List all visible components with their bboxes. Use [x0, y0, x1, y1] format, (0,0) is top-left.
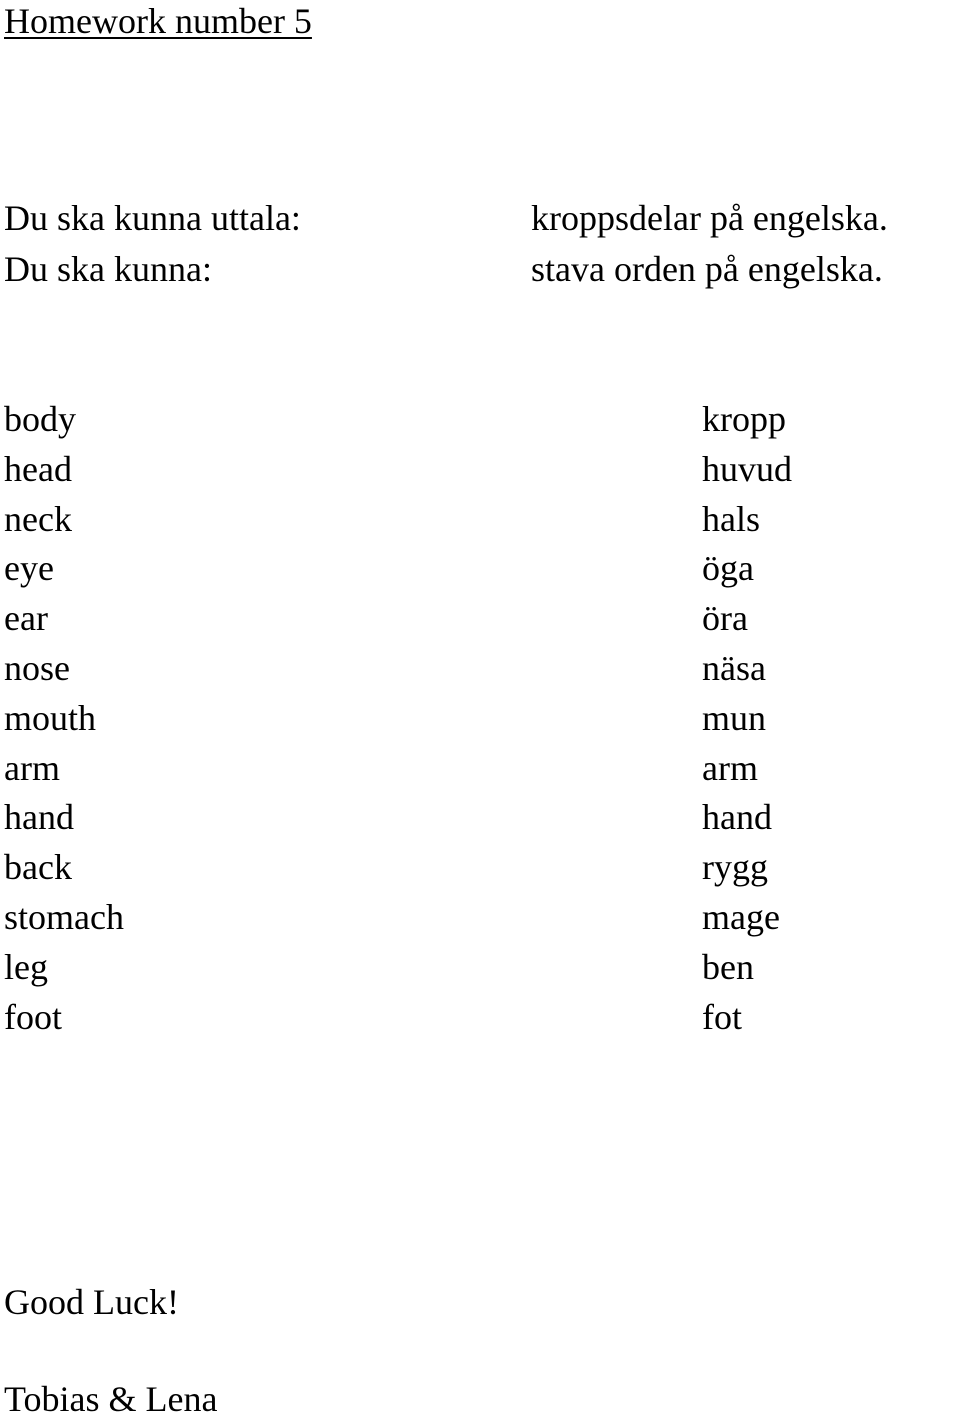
vocabulary-row: [4, 446, 944, 496]
swedish-word: arm: [702, 747, 758, 788]
vocabulary-list: [4, 396, 944, 1043]
vocabulary-row: [4, 745, 944, 795]
swedish-word: mage: [702, 896, 780, 937]
english-word: foot: [4, 996, 62, 1037]
english-word: back: [4, 847, 72, 888]
document-title: Homework number 5: [4, 1, 312, 41]
english-word: ear: [4, 598, 48, 639]
english-word: nose: [4, 647, 70, 688]
vocabulary-row: [4, 844, 944, 894]
closing-message: Good Luck!: [4, 1282, 179, 1322]
requirement-label: Du ska kunna:: [4, 249, 212, 289]
vocabulary-row: [4, 695, 944, 745]
vocabulary-row: [4, 994, 944, 1044]
swedish-word: hals: [702, 498, 760, 539]
vocabulary-row: [4, 944, 944, 994]
swedish-word: huvud: [702, 448, 792, 489]
english-word: head: [4, 448, 72, 489]
english-word: stomach: [4, 896, 124, 937]
requirement-row: [4, 197, 888, 239]
english-word: body: [4, 399, 76, 439]
english-word: arm: [4, 747, 60, 788]
swedish-word: näsa: [702, 647, 766, 688]
swedish-word: ben: [702, 946, 754, 987]
vocabulary-row: [4, 645, 944, 695]
swedish-word: öra: [702, 598, 748, 639]
english-word: mouth: [4, 697, 97, 738]
swedish-word: mun: [702, 697, 767, 738]
requirement-row: [4, 248, 883, 290]
requirement-value: kroppsdelar på engelska.: [531, 198, 888, 238]
vocabulary-row: [4, 894, 944, 944]
vocabulary-row: [4, 396, 944, 446]
requirement-value: stava orden på engelska.: [531, 249, 883, 289]
english-word: eye: [4, 548, 54, 589]
swedish-word: rygg: [702, 847, 768, 888]
swedish-word: hand: [702, 797, 772, 838]
requirement-label: Du ska kunna uttala:: [4, 198, 301, 238]
vocabulary-row: [4, 595, 944, 645]
swedish-word: fot: [702, 996, 742, 1037]
signature: Tobias & Lena: [4, 1379, 218, 1419]
swedish-word: kropp: [702, 399, 786, 439]
english-word: hand: [4, 797, 74, 838]
english-word: neck: [4, 498, 72, 539]
vocabulary-row: [4, 545, 944, 595]
swedish-word: öga: [702, 548, 754, 589]
vocabulary-row: [4, 496, 944, 546]
vocabulary-row: [4, 794, 944, 844]
english-word: leg: [4, 946, 48, 987]
